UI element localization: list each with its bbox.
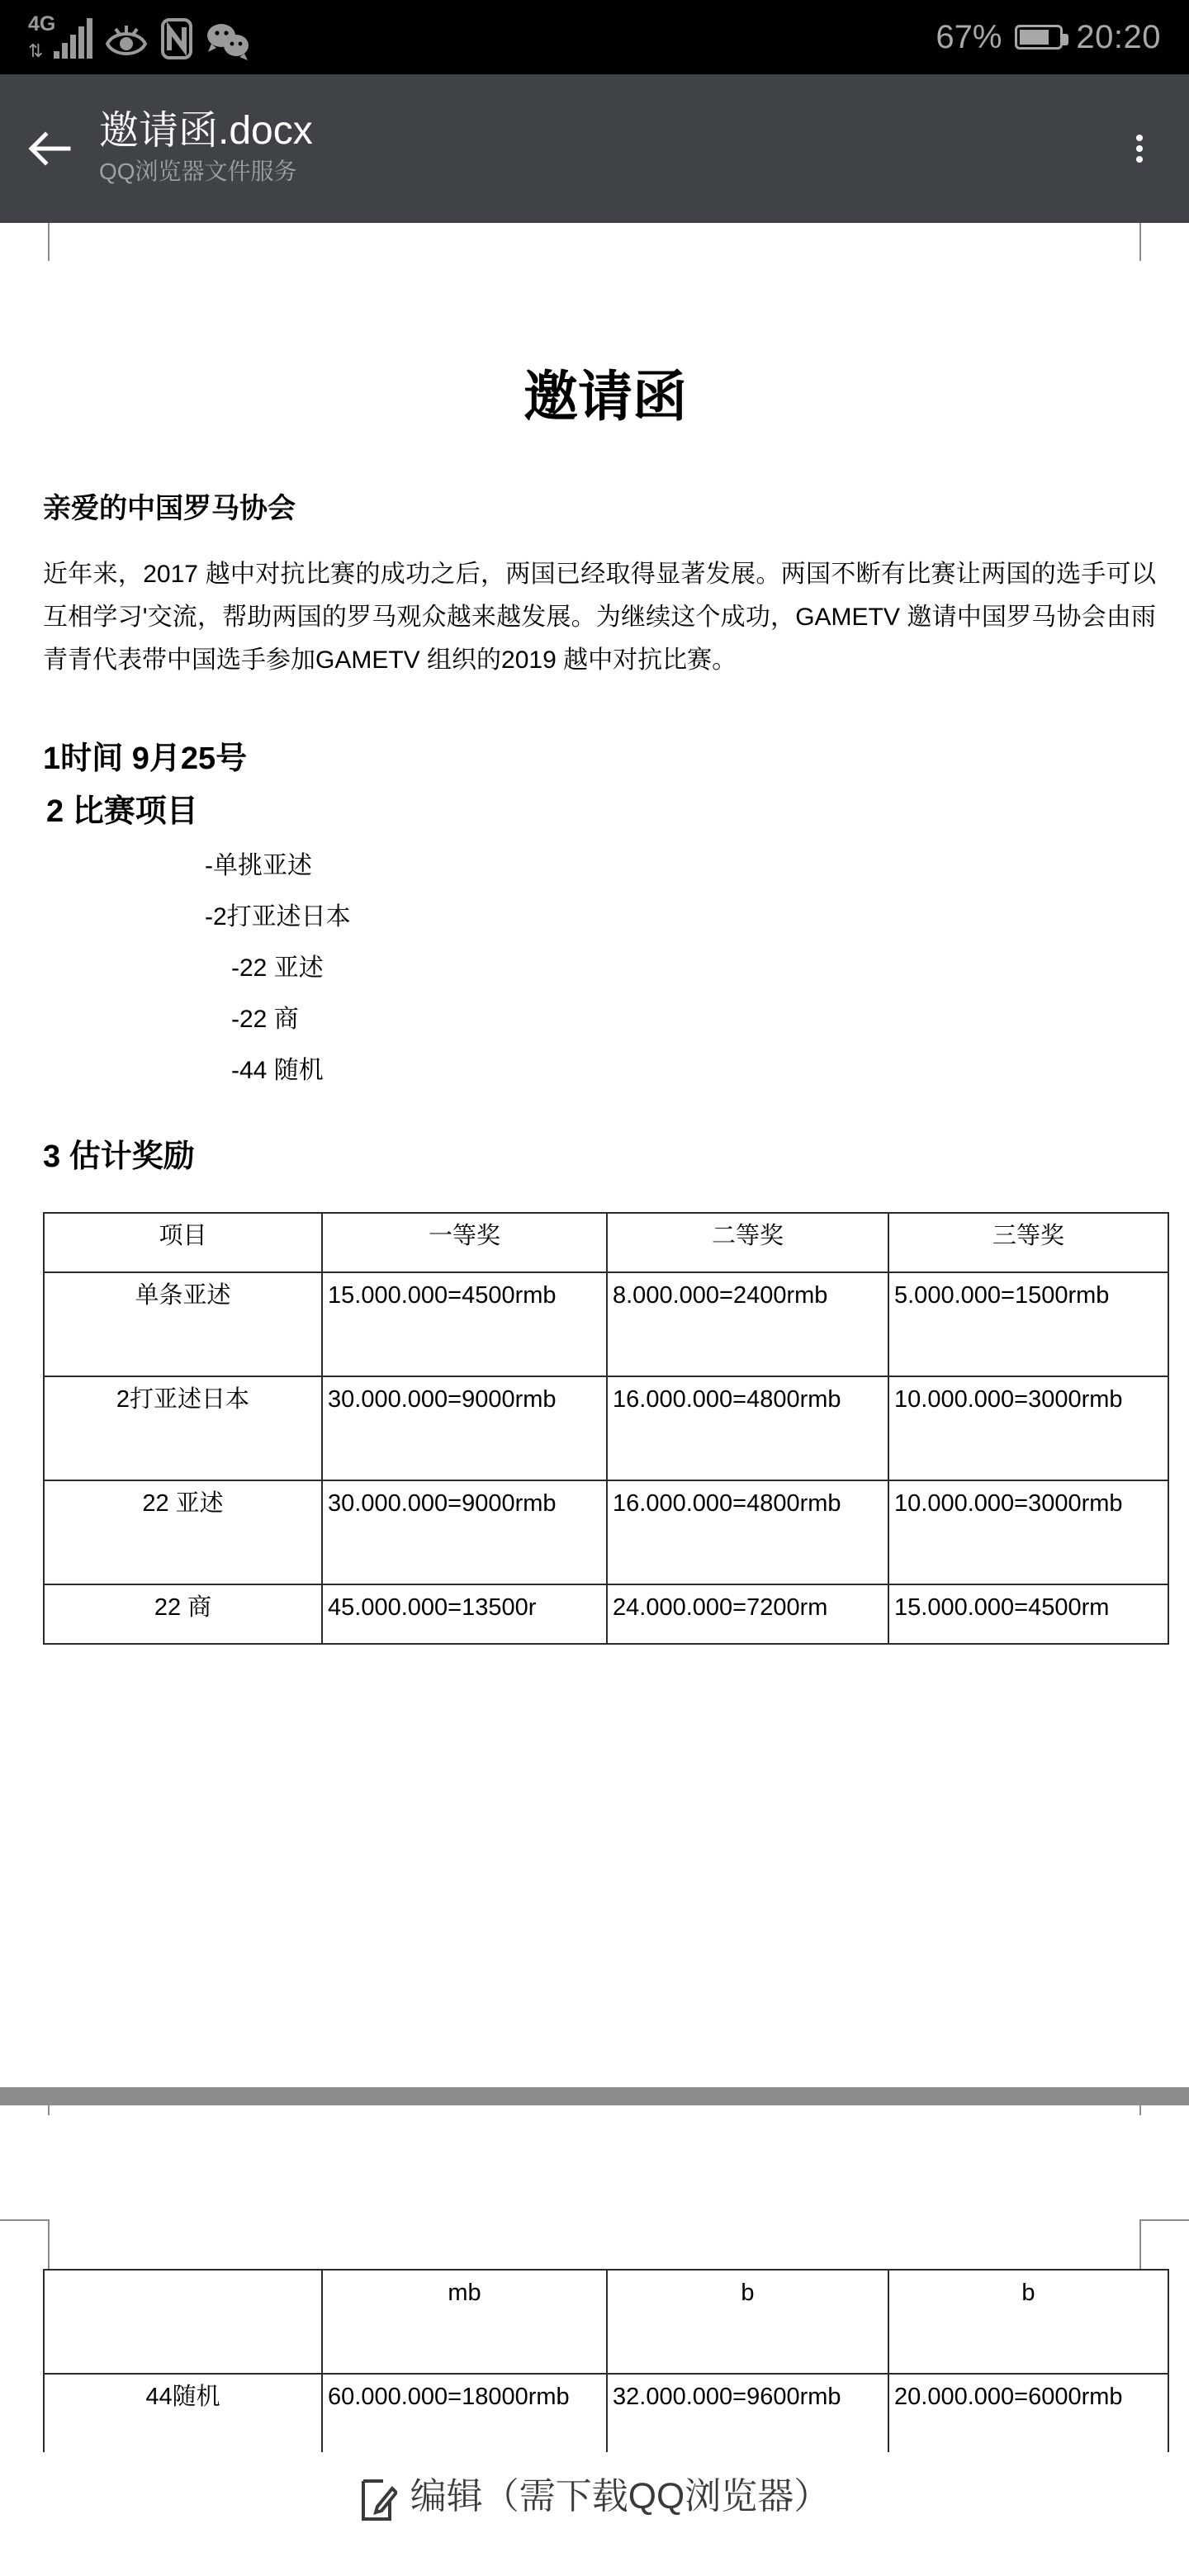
table-header-cell: 项目 xyxy=(44,1213,322,1272)
table-cell-item: 单条亚述 xyxy=(44,1272,322,1376)
crop-mark-top-left xyxy=(0,223,50,261)
signal-bars-icon xyxy=(54,18,92,59)
list-item: -单挑亚述 xyxy=(205,852,312,879)
table-cell-third-prize: 10.000.000=3000rmb xyxy=(888,1376,1168,1480)
prize-table-continuation xyxy=(43,2269,1169,2479)
salutation: 亲爱的中国罗马协会 xyxy=(43,493,296,524)
table-cell-second-prize: 8.000.000=2400rmb xyxy=(607,1272,888,1376)
table-cell-item: 22 亚述 xyxy=(44,1480,322,1584)
table-row xyxy=(44,1584,1168,1644)
list-item: -22 商 xyxy=(231,1006,299,1033)
more-options-button[interactable] xyxy=(1090,74,1189,223)
service-subtitle: QQ浏览器文件服务 xyxy=(99,159,297,184)
app-header xyxy=(0,74,1189,223)
table-header-cell: 一等奖 xyxy=(322,1213,607,1272)
battery-icon xyxy=(1015,25,1063,50)
data-transfer-arrows-icon: ⇅ xyxy=(28,40,44,61)
edit-label: 编辑（需下载QQ浏览器） xyxy=(410,2476,831,2517)
document-viewport[interactable] xyxy=(0,223,1189,2576)
status-bar xyxy=(0,0,1189,74)
table-cell-third-prize: 10.000.000=3000rmb xyxy=(888,1480,1168,1584)
prize-table xyxy=(43,1212,1169,1645)
table-cell-second-prize: b xyxy=(607,2270,888,2374)
list-item: -2打亚述日本 xyxy=(205,903,351,930)
table-cell-first-prize: 45.000.000=13500r xyxy=(322,1584,607,1644)
table-row xyxy=(44,1376,1168,1480)
list-item: -22 亚述 xyxy=(231,954,324,982)
table-cell-second-prize: 24.000.000=7200rm xyxy=(607,1584,888,1644)
table-cell-first-prize: 15.000.000=4500rmb xyxy=(322,1272,607,1376)
page-break-separator xyxy=(0,2087,1189,2105)
back-button[interactable] xyxy=(0,74,99,223)
table-cell-first-prize: 60.000.000=18000rmb xyxy=(322,2374,607,2478)
table-cell-item: 2打亚述日本 xyxy=(44,1376,322,1480)
title-block xyxy=(99,109,1090,188)
section-heading-3: 3 估计奖励 xyxy=(43,1139,195,1174)
section-heading-1: 1时间 9月25号 xyxy=(43,741,248,776)
nfc-icon xyxy=(160,17,193,60)
status-bar-left-icons xyxy=(28,14,251,60)
battery-percent-label: 67% xyxy=(936,18,1002,55)
table-header-cell: 二等奖 xyxy=(607,1213,888,1272)
table-cell-second-prize: 32.000.000=9600rmb xyxy=(607,2374,888,2478)
table-cell-item: 44随机 xyxy=(44,2374,322,2478)
crop-mark-top-right xyxy=(1139,2219,1189,2269)
table-cell-third-prize: b xyxy=(888,2270,1168,2374)
table-header-cell: 三等奖 xyxy=(888,1213,1168,1272)
table-cell-first-prize: 30.000.000=9000rmb xyxy=(322,1480,607,1584)
edit-pencil-icon xyxy=(359,2479,397,2522)
body-paragraph: 近年来，2017 越中对抗比赛的成功之后，两国已经取得显著发展。两国不断有比赛让两国的选手可以互相学习'交流，帮助两国的罗马观众越来越发展。为继续这个成功，GAMETV 邀请中国罗马协会由雨青青代表带中国选手参加GAMETV 组织的2019 越中对抗比赛。 xyxy=(43,561,1156,674)
page-2-content xyxy=(43,2269,1168,2479)
table-cell-second-prize: 16.000.000=4800rmb xyxy=(607,1376,888,1480)
clock-label: 20:20 xyxy=(1076,18,1161,55)
list-item: -44 随机 xyxy=(231,1057,324,1084)
table-cell-first-prize: 30.000.000=9000rmb xyxy=(322,1376,607,1480)
section-heading-2: 2 比赛项目 xyxy=(46,794,198,829)
eye-care-icon xyxy=(104,24,149,60)
document-heading: 邀请函 xyxy=(523,366,687,427)
table-cell-second-prize: 16.000.000=4800rmb xyxy=(607,1480,888,1584)
more-vertical-icon xyxy=(1136,130,1143,167)
table-cell-item xyxy=(44,2270,322,2374)
table-row xyxy=(44,1480,1168,1584)
table-cell-item: 22 商 xyxy=(44,1584,322,1644)
table-cell-first-prize: mb xyxy=(322,2270,607,2374)
edit-bar[interactable] xyxy=(0,2452,1189,2576)
table-cell-third-prize: 5.000.000=1500rmb xyxy=(888,1272,1168,1376)
crop-mark-top-left xyxy=(0,2219,50,2269)
document-page-1 xyxy=(0,223,1189,2105)
page-1-content xyxy=(43,223,1168,1645)
status-bar-right-cluster xyxy=(936,19,1161,56)
table-cell-third-prize: 15.000.000=4500rm xyxy=(888,1584,1168,1644)
4g-signal-icon xyxy=(28,14,92,60)
table-row-overflow xyxy=(44,2270,1168,2374)
table-row xyxy=(44,1272,1168,1376)
network-type-label: 4G xyxy=(28,12,56,36)
table-cell-third-prize: 20.000.000=6000rmb xyxy=(888,2374,1168,2478)
back-arrow-icon xyxy=(24,123,75,174)
table-header-row xyxy=(44,1213,1168,1272)
document-filename: 邀请函.docx xyxy=(99,109,313,153)
wechat-icon xyxy=(205,21,251,60)
